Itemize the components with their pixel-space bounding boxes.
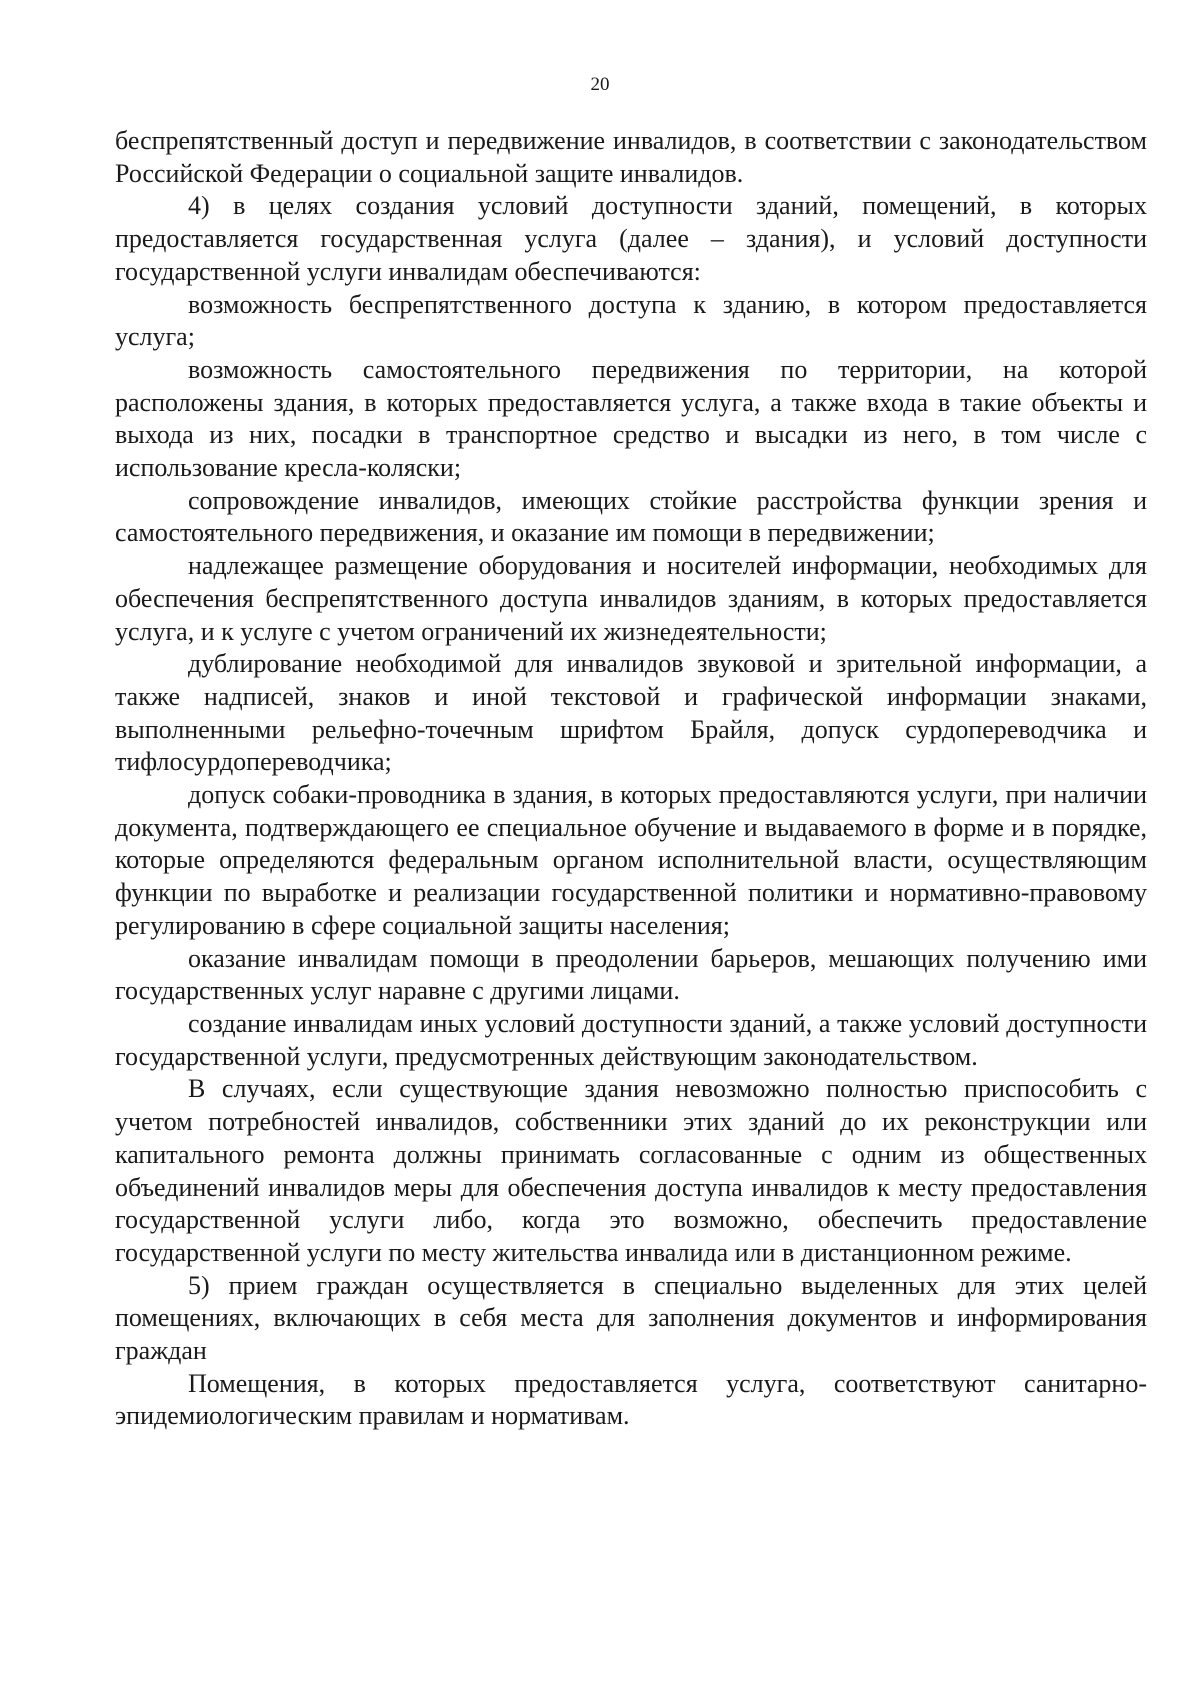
paragraph-5: сопровождение инвалидов, имеющих стойкие расстройства функции зрения и самостоятельного передвижения, и оказание им помощи в передвижении;: [115, 485, 1147, 548]
page-number: 20: [590, 74, 610, 95]
paragraph-9: оказание инвалидам помощи в преодолении барьеров, мешающих получению ими государственных услуг наравне с другими лицами.: [115, 943, 1147, 1006]
paragraph-10: создание инвалидам иных условий доступности зданий, а также условий доступности государственной услуги, предусмотренных действующим законодательством.: [115, 1008, 1147, 1071]
paragraph-3: возможность беспрепятственного доступа к зданию, в котором предоставляется услуга;: [115, 289, 1147, 352]
paragraph-2: 4) в целях создания условий доступности зданий, помещений, в которых предоставляется государственная услуга (далее – здания), и условий доступности государственной услуги инвалидам обеспечиваются:: [115, 191, 1147, 286]
paragraph-7: дублирование необходимой для инвалидов звуковой и зрительной информации, а также надписей, знаков и иной текстовой и графической информации знаками, выполненными рельефно-точечным шрифтом Брайля, допуск сурдопереводчика и тифлосурдопереводчика;: [115, 649, 1147, 777]
paragraph-6: надлежащее размещение оборудования и носителей информации, необходимых для обеспечения беспрепятственного доступа инвалидов зданиям, в которых предоставляется услуга, и к услуге с учетом ограничений их жизнедеятельности;: [115, 551, 1147, 646]
paragraph-13: Помещения, в которых предоставляется услуга, соответствуют санитарно-эпидемиологическим правилам и нормативам.: [115, 1368, 1147, 1431]
paragraph-1: беспрепятственный доступ и передвижение инвалидов, в соответствии с законодательством Российской Федерации о социальной защите инвалидов.: [115, 126, 1147, 188]
paragraph-8: допуск собаки-проводника в здания, в которых предоставляются услуги, при наличии документа, подтверждающего ее специальное обучение и выдаваемого в форме и в порядке, которые определяются федеральным органом исполнительной власти, осуществляющим функции по выработке и реализации государственной политики и нормативно-правовому регулированию в сфере социальной защиты населения;: [115, 780, 1147, 940]
paragraph-11: В случаях, если существующие здания невозможно полностью приспособить с учетом потребностей инвалидов, собственники этих зданий до их реконструкции или капитального ремонта должны принимать согласованные с одним из общественных объединений инвалидов меры для обеспечения доступа инвалидов к месту предоставления государственной услуги либо, когда это возможно, обеспечить предоставление государственной услуги по месту жительства инвалида или в дистанционном режиме.: [115, 1074, 1147, 1267]
paragraph-4: возможность самостоятельного передвижения по территории, на которой расположены здания, в которых предоставляется услуга, а также входа в такие объекты и выхода из них, посадки в транспортное средство и высадки из него, в том числе с использование кресла-коляски;: [115, 354, 1147, 483]
document-body: [115, 125, 1147, 1433]
paragraph-12: 5) прием граждан осуществляется в специально выделенных для этих целей помещениях, включающих в себя места для заполнения документов и информирования граждан: [115, 1270, 1147, 1366]
